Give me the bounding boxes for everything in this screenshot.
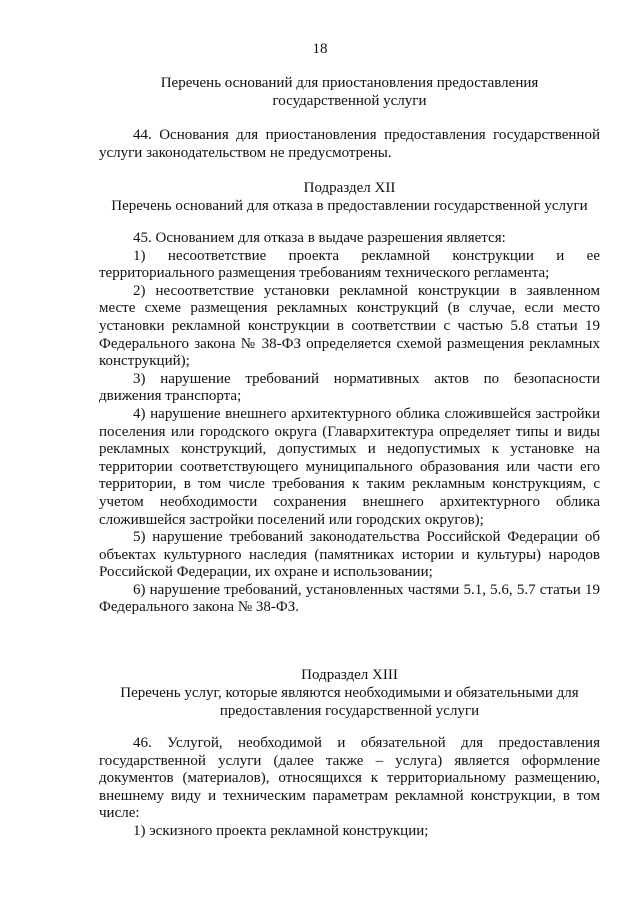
list-item: 2) несоответствие установки рекламной конструкции в заявленном месте схеме размещения рекламных конструкций (в случае, если место установки рекламной конструкции в соответствии с частью 5.8 статьи 19 Федерального закона № 38-ФЗ определяется схемой размещения рекламных конструкций); — [99, 282, 600, 370]
list-item: 1) несоответствие проекта рекламной конструкции и ее территориального размещения требованиям технического регламента; — [99, 247, 600, 282]
list-item: 4) нарушение внешнего архитектурного облика сложившейся застройки поселения или городского округа (Главархитектура определяет типы и виды рекламных конструкций, допустимых и недопустимых к установке на территории соответствующего муниципального образования или части его территории, в том числе требования к таким рекламным конструкциям, с учетом необходимости сохранения внешнего архитектурного облика сложившейся застройки поселений или городских округов); — [99, 405, 600, 528]
subsection-subtitle-line: предоставления государственной услуги — [219, 703, 480, 719]
paragraph-46: 46. Услугой, необходимой и обязательной для предоставления государственной услуги (далее также – услуга) является оформление документов (материалов), относящихся к территориальному размещению, внешнему виду и техническим параметрам рекламной конструкции, в том числе: — [99, 735, 600, 822]
list-item: 6) нарушение требований, установленных частями 5.1, 5.6, 5.7 статьи 19 Федерального закона № 38-ФЗ. — [99, 581, 600, 616]
list-item: 5) нарушение требований законодательства Российской Федерации об объектах культурного наследия (памятниках истории и культуры) народов Российской Федерации, их охране и использовании; — [99, 529, 600, 581]
heading-subsection-12 — [99, 179, 600, 215]
list-item: 1) эскизного проекта рекламной конструкции; — [133, 822, 429, 839]
heading-line: государственной услуги — [272, 93, 427, 109]
heading-line: Перечень оснований для приостановления предоставления — [160, 75, 539, 91]
subsection-title: Подраздел XII — [303, 180, 396, 196]
heading-subsection-13 — [99, 666, 600, 720]
subsection-subtitle-line: Перечень услуг, которые являются необходимыми и обязательными для — [120, 685, 579, 701]
paragraph-45-block — [99, 230, 600, 617]
paragraph-46-block — [99, 735, 600, 841]
page-number: 18 — [312, 41, 328, 57]
list-item: 3) нарушение требований нормативных актов по безопасности движения транспорта; — [99, 370, 600, 405]
subsection-title: Подраздел XIII — [301, 667, 398, 683]
paragraph-45-intro: 45. Основанием для отказа в выдаче разрешения является: — [133, 230, 506, 246]
paragraph-44: 44. Основания для приостановления предоставления государственной услуги законодательством не предусмотрены. — [99, 127, 600, 161]
subsection-subtitle: Перечень оснований для отказа в предоставлении государственной услуги — [111, 198, 588, 214]
heading-suspension-grounds — [99, 74, 600, 110]
